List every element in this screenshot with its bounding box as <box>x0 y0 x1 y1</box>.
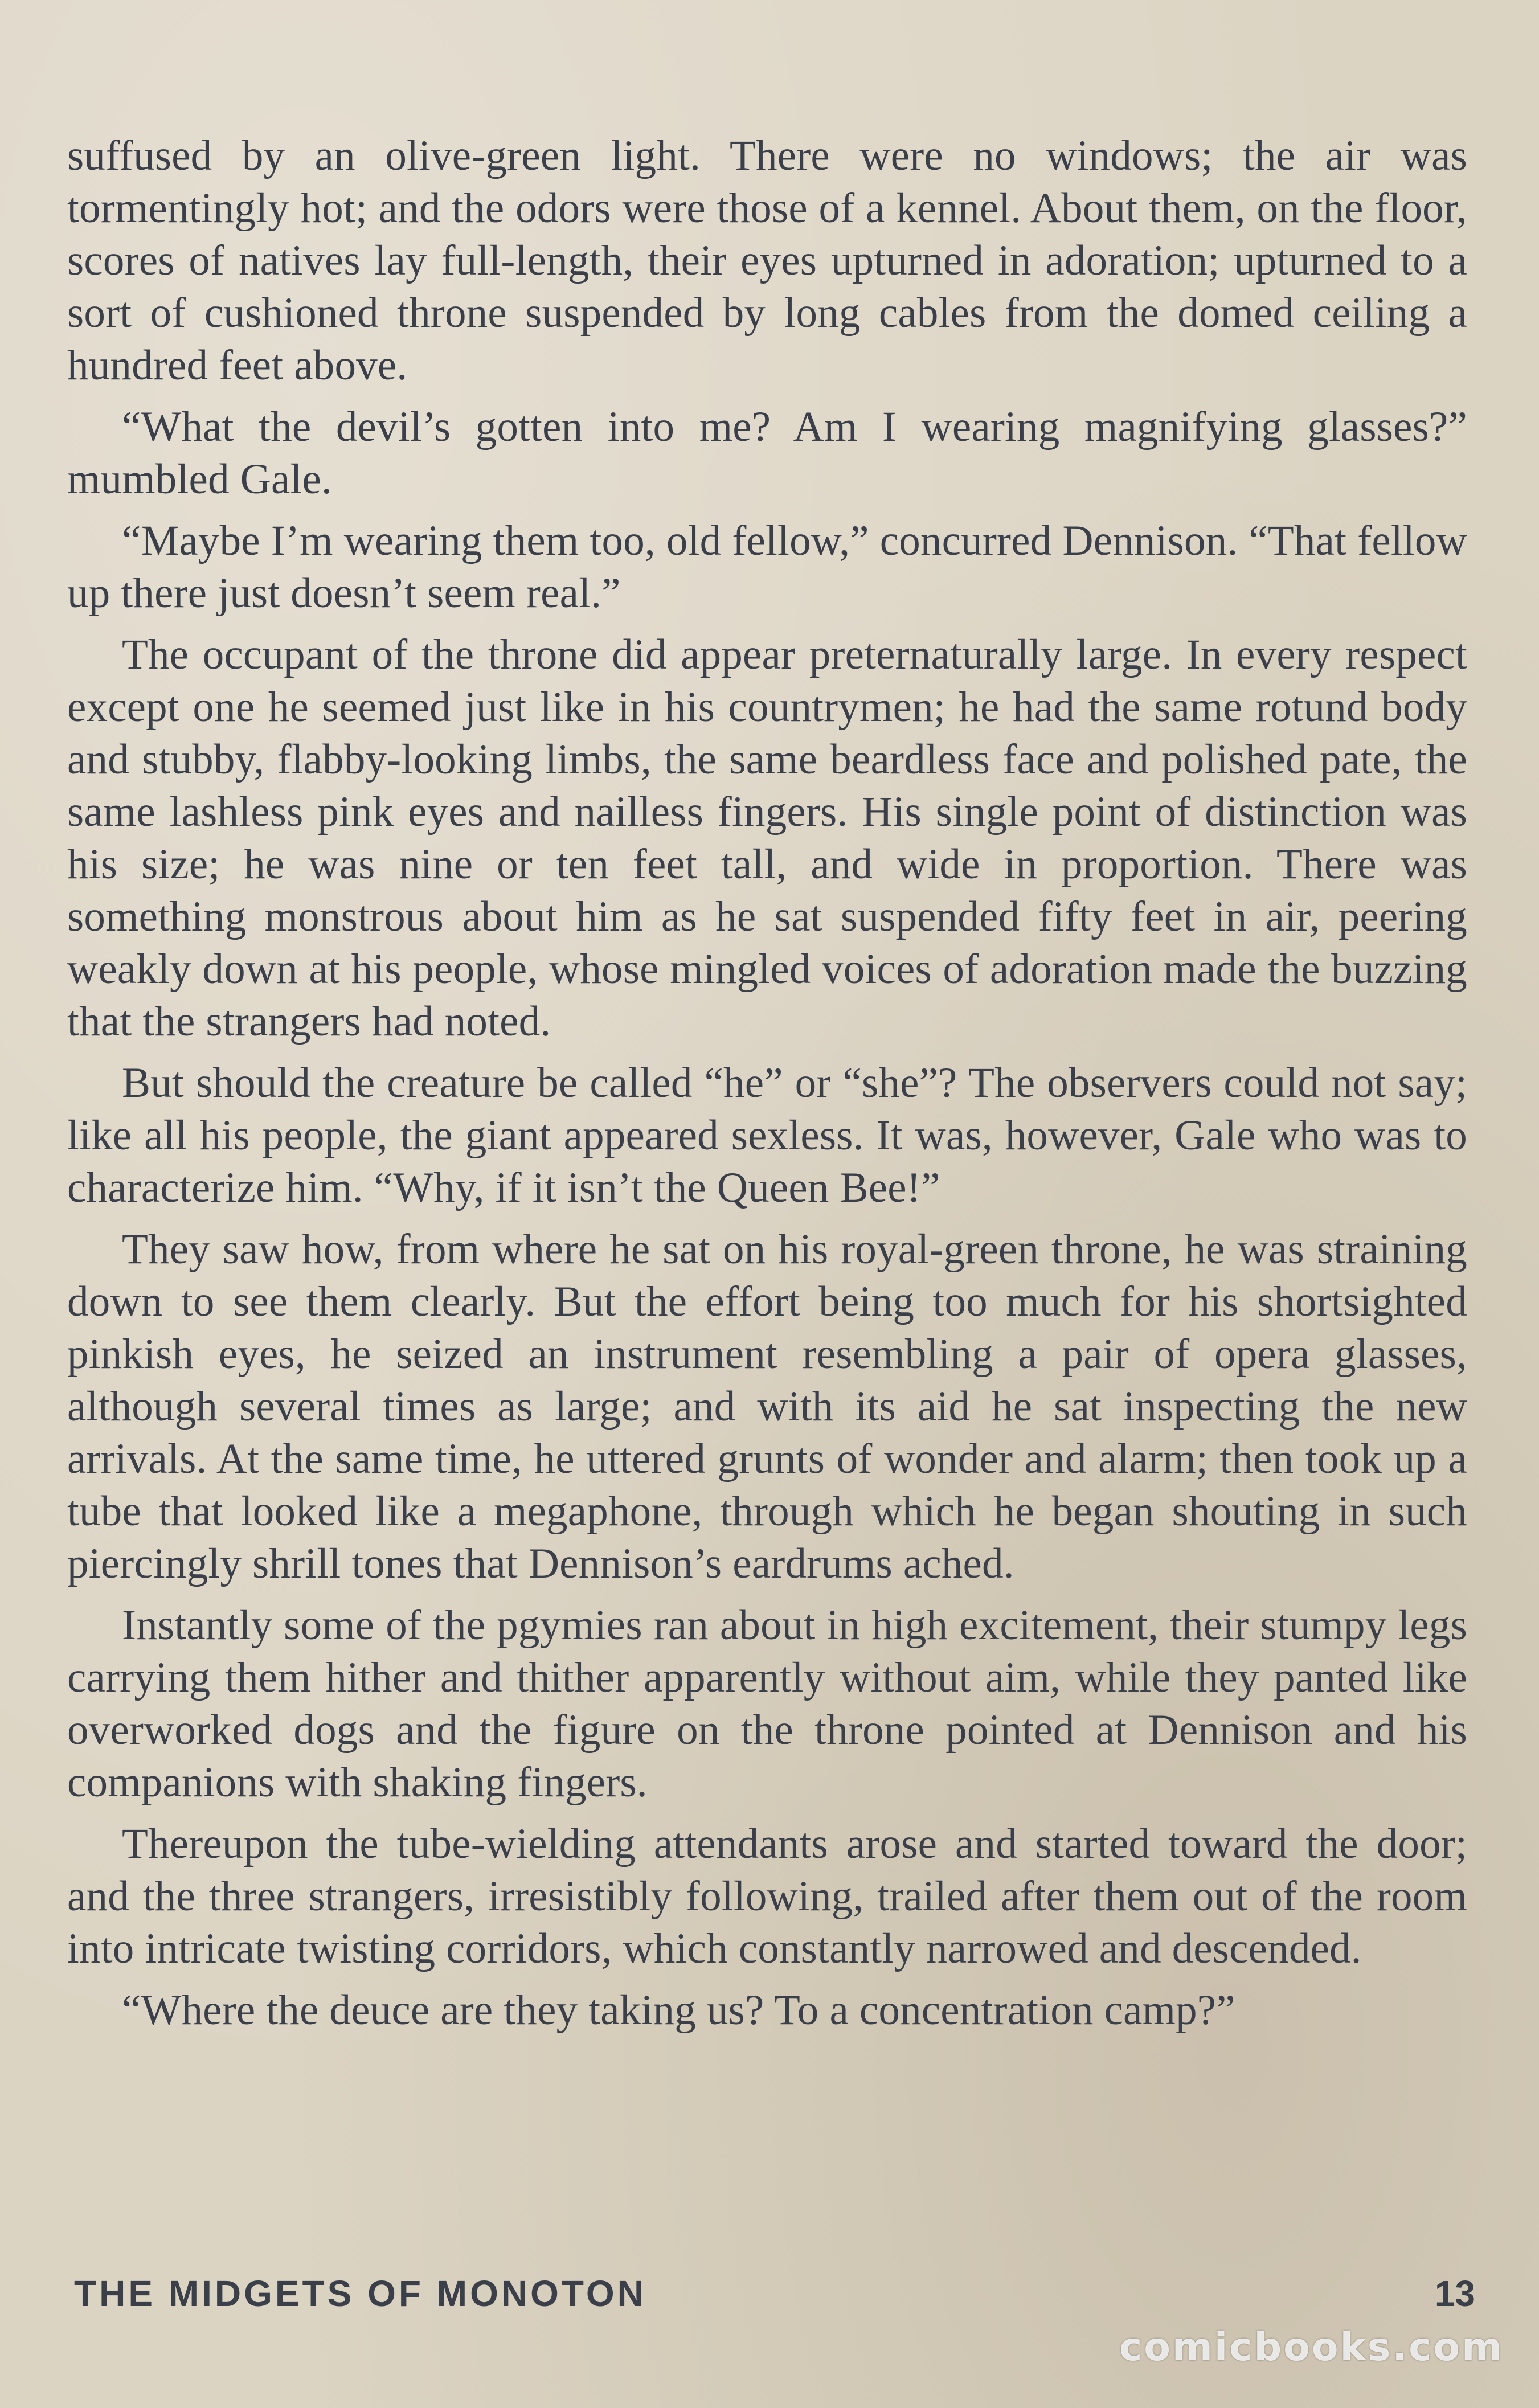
paragraph-2: “What the devil’s gotten into me? Am I wearing magnifying glasses?” mumbled Gale. <box>67 403 1467 503</box>
body-text <box>67 130 1467 2046</box>
paragraph-3: “Maybe I’m wearing them too, old fellow,” concurred Dennison. “That fellow up there just doesn’t seem real.” <box>67 517 1467 617</box>
paragraph-1: suffused by an olive-green light. There were no windows; the air was tormentingly hot; and the odors were those of a kennel. About them, on the floor, scores of natives lay full-length, their eyes upturned in adoration; upturned to a sort of cushioned throne suspended by long cables from the domed ceiling a hundred feet above. <box>67 132 1467 389</box>
page-footer <box>74 2272 1475 2318</box>
paragraph-9: “Where the deuce are they taking us? To a concentration camp?” <box>122 1987 1235 2034</box>
paragraph-6: They saw how, from where he sat on his royal-green throne, he was straining down to see them clearly. But the effort being too much for his shortsighted pinkish eyes, he seized an instrument resembling a pair of opera glasses, although several times as large; and with its aid he sat inspecting the new arrivals. At the same time, he uttered grunts of wonder and alarm; then took up a tube that looked like a megaphone, through which he began shouting in such piercingly shrill tones that Dennison’s eardrums ached. <box>67 1226 1467 1587</box>
page-number: 13 <box>1434 2273 1475 2314</box>
paragraph-8: Thereupon the tube-wielding attendants arose and started toward the door; and the three strangers, irresistibly following, trailed after them out of the room into intricate twisting corridors, which constantly narrowed and descended. <box>67 1820 1467 1972</box>
paragraph-4: The occupant of the throne did appear preternaturally large. In every respect except one he seemed just like in his countrymen; he had the same rotund body and stubby, flabby-looking limbs, the same beardless face and polished pate, the same lashless pink eyes and nailless fingers. His single point of distinction was his size; he was nine or ten feet tall, and wide in proportion. There was something monstrous about him as he sat suspended fifty feet in air, peering weakly down at his people, whose mingled voices of adoration made the buzzing that the strangers had noted. <box>67 631 1467 1045</box>
watermark: comicbooks.com <box>1119 2325 1504 2370</box>
paragraph-7: Instantly some of the pgymies ran about in high excitement, their stumpy legs carrying them hither and thither apparently without aim, while they panted like overworked dogs and the figure on the throne pointed at Dennison and his companions with shaking fingers. <box>67 1602 1467 1806</box>
paragraph-5: But should the creature be called “he” or “she”? The observers could not say; like all his people, the giant appeared sexless. It was, however, Gale who was to characterize him. “Why, if it isn’t the Queen Bee!” <box>67 1059 1467 1211</box>
running-title: THE MIDGETS OF MONOTON <box>74 2273 646 2314</box>
